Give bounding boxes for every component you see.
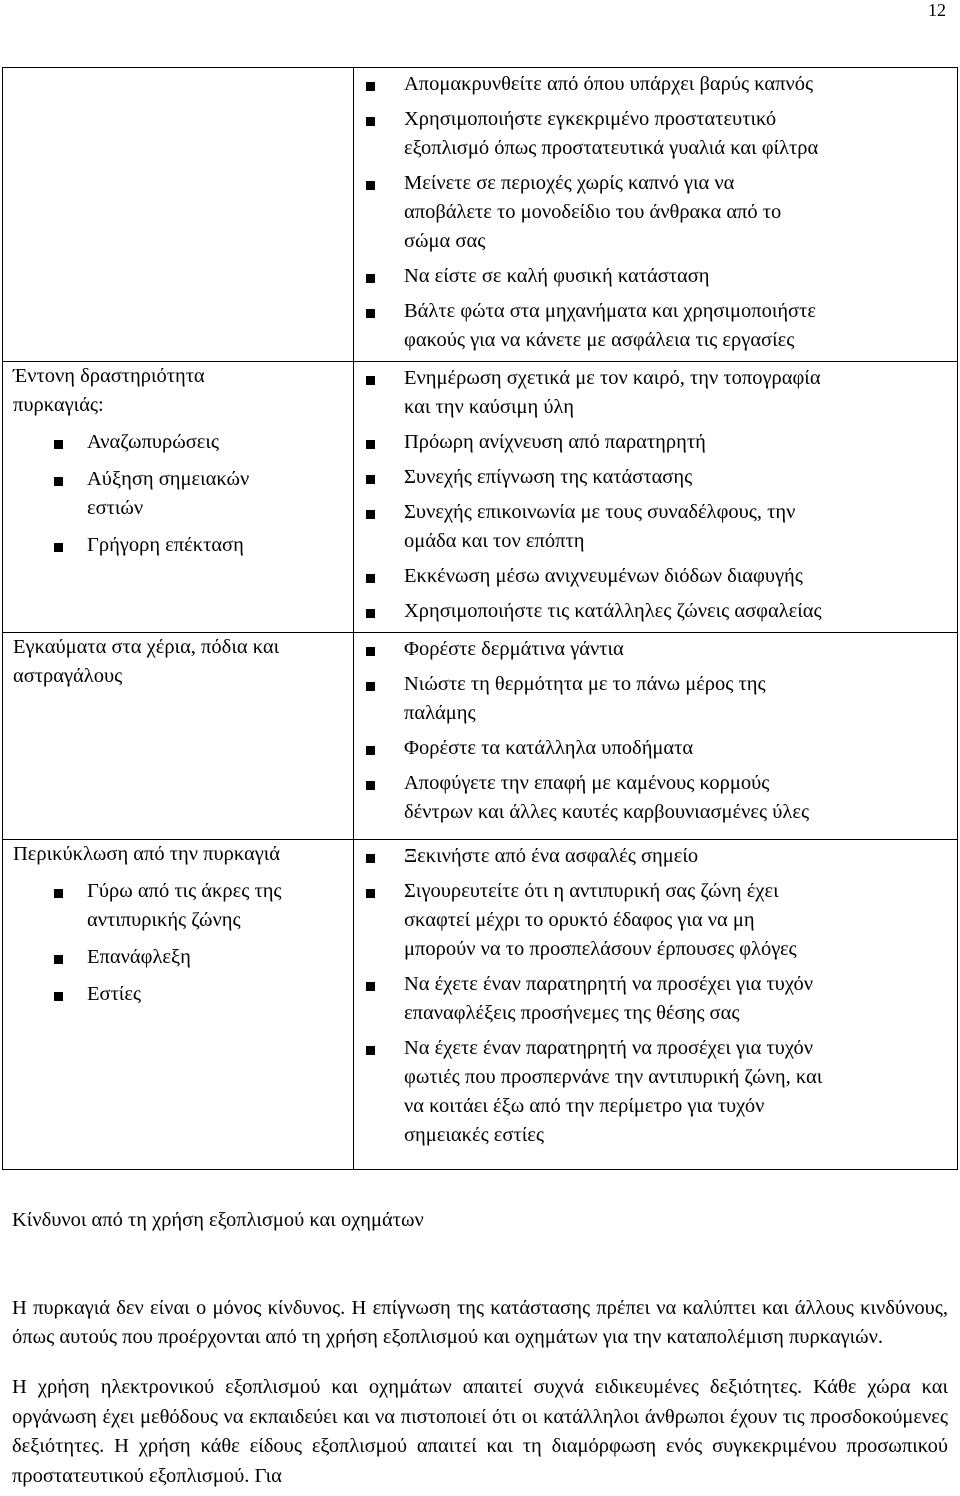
list-item-line: Ενημέρωση σχετικά με τον καιρό, την τοπογραφία xyxy=(404,367,821,389)
list-item xyxy=(13,531,353,560)
list-item-line: σκαφτεί μέχρι το ορυκτό έδαφος για να μη xyxy=(404,909,755,931)
list-item xyxy=(354,769,957,827)
list-item-line: φακούς για να κάνετε με ασφάλεια τις εργασίες xyxy=(404,329,795,351)
list-item xyxy=(354,498,957,556)
hazard-heading xyxy=(13,633,353,691)
list-item xyxy=(354,635,957,664)
list-item-line: Συνεχής επικοινωνία με τους συναδέλφους, την xyxy=(404,501,796,523)
list-item xyxy=(354,970,957,1028)
list-item-line: Πρόωρη ανίχνευση από παρατηρητή xyxy=(404,431,706,453)
list-item-line: Βάλτε φώτα στα μηχανήματα και χρησιμοποιήστε xyxy=(404,300,816,322)
list-item-line: Γρήγορη επέκταση xyxy=(87,534,244,556)
list-item-line: αποβάλετε το μονοδείδιο του άνθρακα από το xyxy=(404,201,782,223)
hazard-heading-line: πυρκαγιάς: xyxy=(13,394,104,416)
measures-cell xyxy=(354,633,958,840)
measures-list xyxy=(354,364,957,626)
measures-list xyxy=(354,635,957,827)
list-item-line: Αποφύγετε την επαφή με καμένους κορμούς xyxy=(404,772,770,794)
body-text xyxy=(12,1273,948,1496)
list-item xyxy=(354,428,957,457)
list-item-line: Αναζωπυρώσεις xyxy=(87,431,220,453)
measures-cell xyxy=(354,68,958,362)
list-item-line: Να έχετε έναν παρατηρητή να προσέχει για τυχόν xyxy=(404,973,813,995)
list-item-line: ομάδα και τον επόπτη xyxy=(404,530,585,552)
list-item xyxy=(354,842,957,871)
list-item xyxy=(354,262,957,291)
hazard-heading xyxy=(13,840,353,869)
list-item-line: εξοπλισμό όπως προστατευτικά γυαλιά και φίλτρα xyxy=(404,137,819,159)
list-item xyxy=(354,70,957,99)
list-item xyxy=(354,877,957,964)
hazard-heading-line: Εγκαύματα στα χέρια, πόδια και xyxy=(13,636,280,658)
table-row xyxy=(3,633,958,840)
measures-cell xyxy=(354,362,958,633)
list-item-line: εστιών xyxy=(87,497,144,519)
list-item-line: Χρησιμοποιήστε τις κατάλληλες ζώνεις ασφαλείας xyxy=(404,600,822,622)
hazard-cell xyxy=(3,362,354,633)
hazard-heading-line: Έντονη δραστηριότητα xyxy=(13,365,205,387)
list-item-line: σημειακές εστίες xyxy=(404,1124,544,1146)
list-item xyxy=(13,428,353,457)
table-row xyxy=(3,362,958,633)
list-item-line: παλάμης xyxy=(404,702,476,724)
list-item xyxy=(354,1034,957,1150)
list-item xyxy=(13,877,353,935)
hazard-heading-line: Περικύκλωση από την πυρκαγιά xyxy=(13,843,281,865)
list-item-line: Αύξηση σημειακών xyxy=(87,468,250,490)
hazard-list xyxy=(13,428,353,560)
list-item-line: επαναφλέξεις προσήνεμες της θέσης σας xyxy=(404,1002,740,1024)
list-item xyxy=(13,980,353,1009)
list-item-line: Συνεχής επίγνωση της κατάστασης xyxy=(404,466,693,488)
list-item-line: Να έχετε έναν παρατηρητή να προσέχει για τυχόν xyxy=(404,1037,813,1059)
paragraph: Η χρήση ηλεκτρονικού εξοπλισμού και οχημάτων απαιτεί συχνά ειδικευμένες δεξιότητες. Κάθε χώρα και οργάνωση έχει μεθόδους να εκπαιδεύει και να πιστοποιεί ότι οι κατάλληλοι άνθρωποι έχουν τις προσδοκούμενες δεξιότητες. Η χρήση κάθε είδους εξοπλισμού απαιτεί και τη διαμόρφωση ενός συγκεκριμένου προσωπικού προστατευτικού εξοπλισμού. Για xyxy=(12,1376,948,1487)
list-item xyxy=(354,105,957,163)
list-item-line: Εστίες xyxy=(87,983,142,1005)
hazard-heading-line: αστραγάλους xyxy=(13,665,123,687)
paragraph: Η πυρκαγιά δεν είναι ο μόνος κίνδυνος. Η επίγνωση της κατάστασης πρέπει να καλύπτει και άλλους κινδύνους, όπως αυτούς που προέρχονται από τη χρήση εξοπλισμού και οχημάτων για την καταπολέμιση πυρκαγιών. xyxy=(12,1296,948,1348)
list-item-line: Σιγουρευτείτε ότι η αντιπυρική σας ζώνη έχει xyxy=(404,880,779,902)
list-item-line: Μείνετε σε περιοχές χωρίς καπνό για να xyxy=(404,172,735,194)
list-item xyxy=(354,463,957,492)
list-item-line: και την καύσιμη ύλη xyxy=(404,396,574,418)
page-number: 12 xyxy=(928,0,946,20)
list-item-line: Φορέστε τα κατάλληλα υποδήματα xyxy=(404,737,694,759)
list-item-line: σώμα σας xyxy=(404,230,486,252)
list-item-line: να κοιτάει έξω από την περίμετρο για τυχόν xyxy=(404,1095,765,1117)
list-item xyxy=(354,670,957,728)
measures-list xyxy=(354,842,957,1150)
hazard-list xyxy=(13,877,353,1009)
list-item xyxy=(13,943,353,972)
list-item xyxy=(354,562,957,591)
list-item-line: Επανάφλεξη xyxy=(87,946,191,968)
hazard-cell xyxy=(3,840,354,1170)
hazard-heading xyxy=(13,362,353,420)
list-item-line: Ξεκινήστε από ένα ασφαλές σημείο xyxy=(404,845,699,867)
table-row xyxy=(3,840,958,1170)
measures-cell xyxy=(354,840,958,1170)
hazard-table xyxy=(2,67,958,1170)
list-item xyxy=(354,597,957,626)
list-item-line: Να είστε σε καλή φυσική κατάσταση xyxy=(404,265,710,287)
table-row xyxy=(3,68,958,362)
list-item xyxy=(354,364,957,422)
list-item xyxy=(354,734,957,763)
hazard-cell xyxy=(3,68,354,362)
list-item-line: Απομακρυνθείτε από όπου υπάρχει βαρύς καπνός xyxy=(404,73,814,95)
list-item-line: Φορέστε δερμάτινα γάντια xyxy=(404,638,624,660)
list-item-line: δέντρων και άλλες καυτές καρβουνιασμένες ύλες xyxy=(404,801,810,823)
list-item-line: μπορούν να το προσπελάσουν έρπουσες φλόγες xyxy=(404,938,797,960)
list-item-line: Νιώστε τη θερμότητα με το πάνω μέρος της xyxy=(404,673,766,695)
list-item-line: φωτιές που προσπερνάνε την αντιπυρική ζώνη, και xyxy=(404,1066,823,1088)
list-item-line: αντιπυρικής ζώνης xyxy=(87,909,241,931)
list-item xyxy=(354,297,957,355)
hazard-cell xyxy=(3,633,354,840)
list-item xyxy=(354,169,957,256)
section-title: Κίνδυνοι από τη χρήση εξοπλισμού και οχημάτων xyxy=(12,1209,424,1231)
list-item-line: Γύρω από τις άκρες της xyxy=(87,880,282,902)
measures-list xyxy=(354,70,957,355)
list-item xyxy=(13,465,353,523)
list-item-line: Εκκένωση μέσω ανιχνευμένων διόδων διαφυγής xyxy=(404,565,803,587)
list-item-line: Χρησιμοποιήστε εγκεκριμένο προστατευτικό xyxy=(404,108,777,130)
